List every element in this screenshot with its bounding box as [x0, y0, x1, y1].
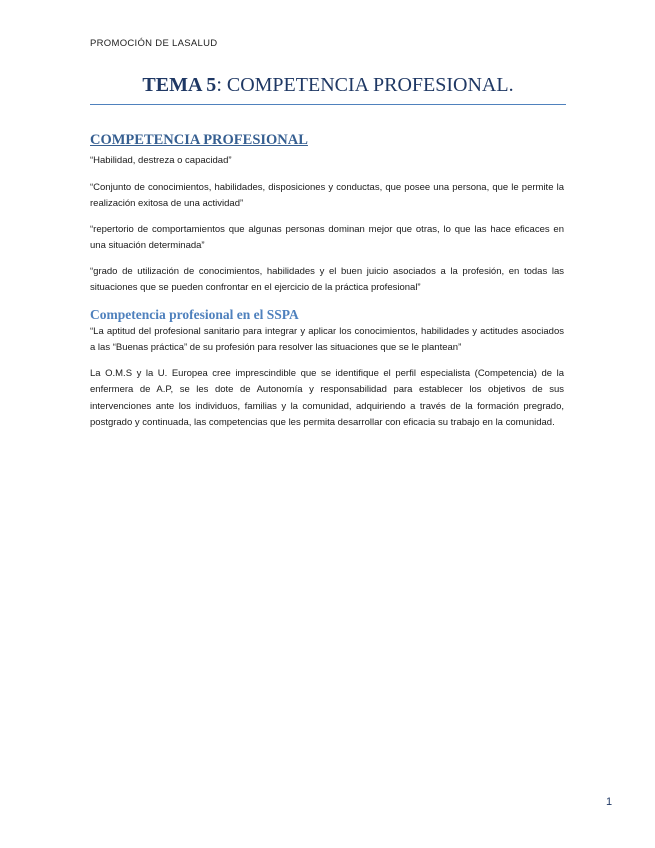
title-underline-rule	[90, 104, 566, 105]
definition-paragraph: “repertorio de comportamientos que algunas personas dominan mejor que otras, lo que las hace eficaces en una situación determinada”	[90, 223, 564, 251]
running-header: PROMOCIÓN DE LASALUD	[90, 38, 218, 49]
oms-paragraph: La O.M.S y la U. Europea cree imprescindible que se identifique el perfil especialista (Competencia) de la enfermera de A.P, se les dote de Autonomía y responsabilidad para establecer los objetivos de sus intervenciones ante los individuos, familias y la comunidad, adquiriendo a través de la formación pregrado, postgrado y continuada, las competencias que les permita desarrollar con eficacia su trabajo en la comunidad.	[90, 367, 564, 428]
definition-paragraph: “Habilidad, destreza o capacidad”	[90, 155, 232, 166]
sspa-definition-paragraph: “La aptitud del profesional sanitario para integrar y aplicar los conocimientos, habilidades y actitudes asociados a las “Buenas práctica” de su profesión para resolver las situaciones que se le plantean”	[90, 325, 564, 353]
title-topic-number: TEMA 5	[142, 74, 217, 96]
section-heading-sspa: Competencia profesional en el SSPA	[90, 306, 299, 322]
definition-paragraph: “Conjunto de conocimientos, habilidades, disposiciones y conductas, que posee una persona, que le permite la realización exitosa de una actividad”	[90, 181, 564, 209]
document-body	[90, 130, 564, 441]
section-heading-competencia-profesional: COMPETENCIA PROFESIONAL	[90, 132, 308, 148]
page-title	[90, 74, 566, 97]
definition-paragraph: “grado de utilización de conocimientos, habilidades y el buen juicio asociados a la profesión, en todas las situaciones que se pueden confrontar en el ejercicio de la práctica profesional”	[90, 265, 564, 293]
page-number: 1	[606, 796, 613, 808]
title-text: : COMPETENCIA PROFESIONAL.	[216, 74, 514, 96]
